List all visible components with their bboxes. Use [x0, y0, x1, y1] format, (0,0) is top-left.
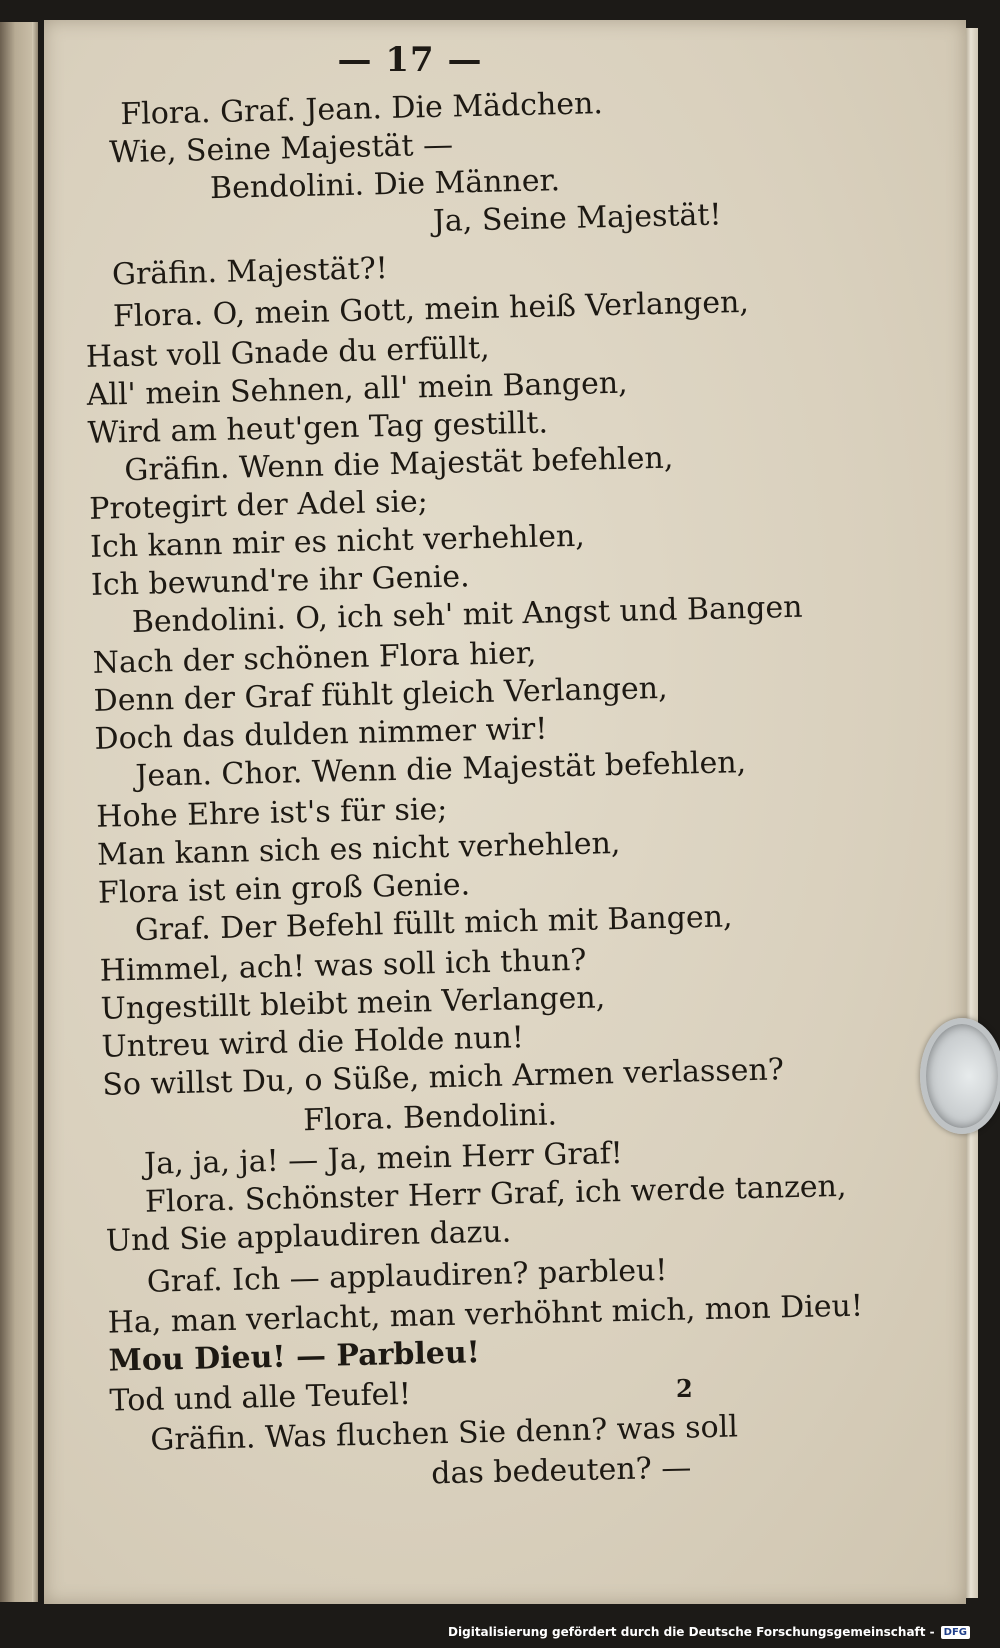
page-number: — 17 — [337, 40, 483, 80]
speaker-line: Flora. Schönster Herr Graf, ich werde tanzen, [144, 1168, 847, 1220]
speaker-line: Bendolini. O, ich seh' mit Angst und Bangen [131, 589, 803, 640]
text-line: Denn der Graf fühlt gleich Verlangen, [93, 670, 668, 719]
text-line: Hohe Ehre ist's für sie; [95, 791, 448, 835]
text-line: Wie, Seine Majestät — [108, 127, 454, 171]
speaker-line: Flora. Graf. Jean. Die Mädchen. [119, 86, 604, 133]
signature-mark: 2 [676, 1374, 693, 1403]
text-line: Doch das dulden nimmer wir! [94, 711, 548, 757]
text-line: Ich bewund're ihr Genie. [90, 559, 470, 603]
text-line: Ha, man verlacht, man verhöhnt mich, mon Dieu! [107, 1288, 864, 1341]
footer-text: Digitalisierung gefördert durch die Deutsche Forschungsgemeinschaft - [448, 1625, 935, 1639]
page-edge [966, 28, 978, 1598]
speaker-line: Graf. Der Befehl füllt mich mit Bangen, [134, 899, 733, 948]
book-gutter [32, 22, 38, 1602]
text-line: So willst Du, o Süße, mich Armen verlassen? [102, 1052, 785, 1103]
text-line: Ungestillt bleibt mein Verlangen, [100, 980, 606, 1027]
speaker-line: Graf. Ich — applaudiren? parbleu! [146, 1252, 668, 1300]
speaker-line: Bendolini. Die Männer. [209, 163, 561, 207]
text-line: das bedeuten? — [430, 1450, 692, 1492]
text-line: Nach der schönen Flora hier, [92, 635, 537, 681]
text-line: Und Sie applaudiren dazu. [105, 1214, 512, 1259]
paper-clip [920, 1018, 1000, 1134]
text-line: Himmel, ach! was soll ich thun? [99, 942, 587, 989]
left-page-edge [0, 22, 38, 1602]
speaker-line: Flora. O, mein Gott, mein heiß Verlangen, [112, 284, 750, 335]
text-line: Wird am heut'gen Tag gestillt. [87, 405, 549, 451]
dfg-logo: DFG [941, 1626, 970, 1639]
text-line: Flora ist ein groß Genie. [97, 867, 471, 911]
text-line: Untreu wird die Holde nun! [101, 1020, 525, 1065]
speaker-line: Flora. Bendolini. [302, 1097, 558, 1139]
text-line: Hast voll Gnade du erfüllt, [85, 330, 490, 375]
text-line: Man kann sich es nicht verhehlen, [96, 825, 621, 873]
text-line: All' mein Sehnen, all' mein Bangen, [86, 365, 628, 413]
speaker-line: Gräfin. Wenn die Majestät befehlen, [124, 440, 674, 489]
text-line: Tod und alle Teufel! [109, 1376, 412, 1419]
speaker-line: Gräfin. Majestät?! [111, 251, 389, 293]
digitization-footer [448, 1622, 970, 1642]
text-line: Protegirt der Adel sie; [88, 484, 429, 527]
speaker-line: Gräfin. Was fluchen Sie denn? was soll [150, 1409, 739, 1458]
text-line: Ja, ja, ja! — Ja, mein Herr Graf! [143, 1135, 624, 1182]
text-line: Ich kann mir es nicht verhehlen, [89, 518, 586, 565]
text-line: Mou Dieu! — Parbleu! [108, 1335, 481, 1379]
text-line: Ja, Seine Majestät! [432, 197, 722, 240]
speaker-line: Jean. Chor. Wenn die Majestät befehlen, [135, 745, 747, 794]
